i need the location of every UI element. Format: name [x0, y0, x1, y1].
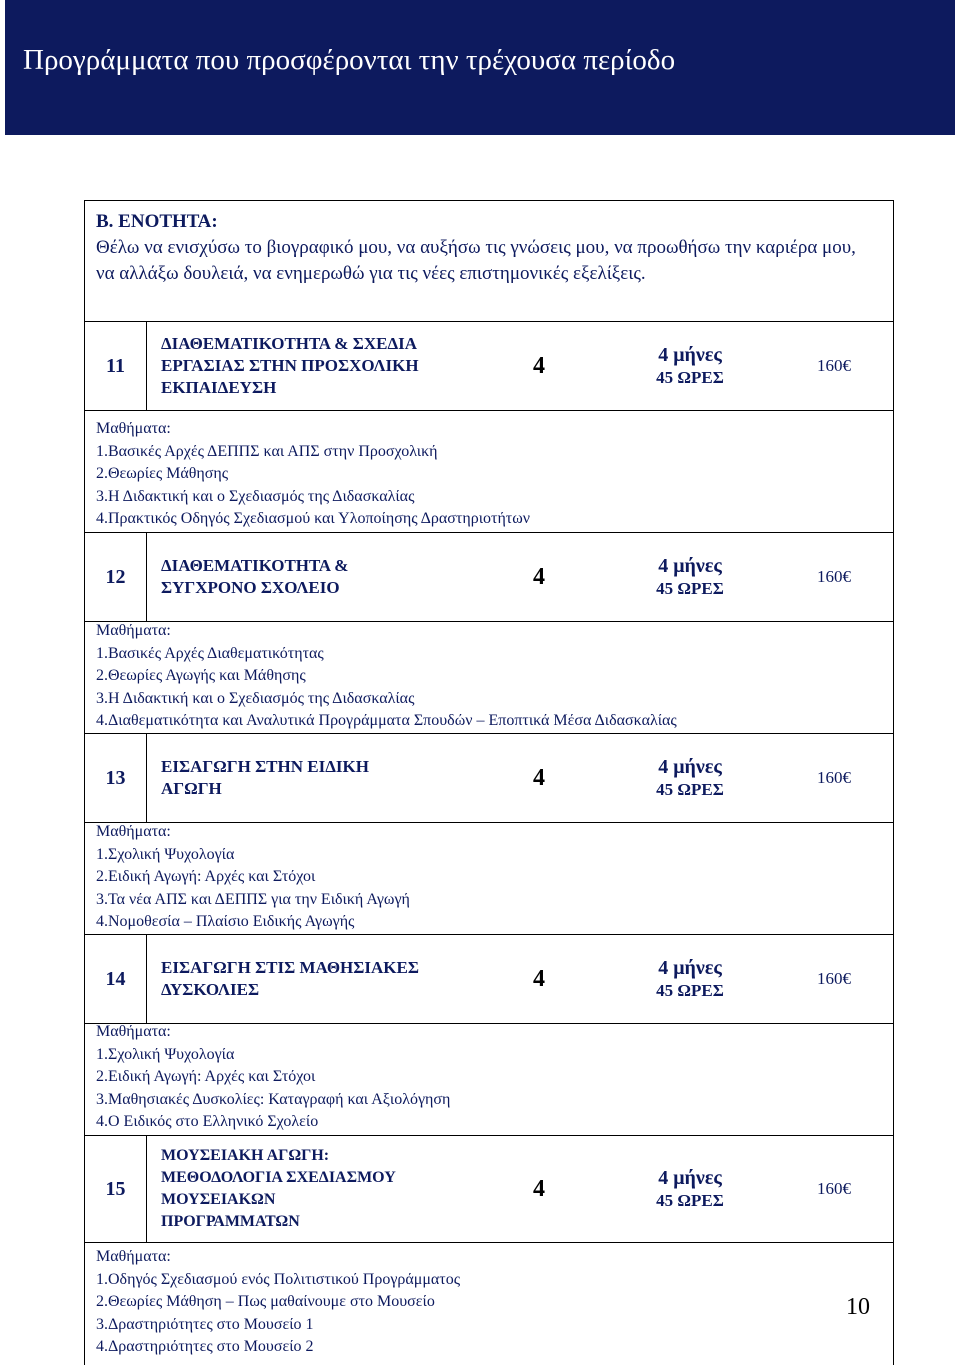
duration-months: 4 μήνες — [658, 555, 722, 577]
lesson-item: 4.Ο Ειδικός στο Ελληνικό Σχολείο — [96, 1113, 319, 1130]
lesson-item: 2.Ειδική Αγωγή: Αρχές και Στόχοι — [96, 868, 316, 885]
lessons-list — [96, 1246, 816, 1359]
program-title — [161, 734, 501, 822]
program-duration — [615, 734, 765, 822]
lessons-list — [96, 620, 816, 733]
program-price: 160€ — [817, 768, 851, 787]
lesson-item: 1.Σχολική Ψυχολογία — [96, 845, 235, 863]
duration-hours: 45 ΩΡΕΣ — [656, 368, 724, 387]
lesson-item: 2.Θεωρίες Μάθηση – Πως μαθαίνουμε στο Μουσείο — [96, 1293, 435, 1310]
page-number: 10 — [846, 1294, 870, 1320]
program-price: 160€ — [817, 356, 851, 375]
duration-hours: 45 ΩΡΕΣ — [656, 579, 724, 598]
program-title-line: ΜΕΘΟΔΟΛΟΓΙΑ ΣΧΕΔΙΑΣΜΟΥ — [161, 1169, 396, 1186]
duration-hours: 45 ΩΡΕΣ — [656, 780, 724, 799]
lesson-item: 3.Η Διδακτική και ο Σχεδιασμός της Διδασκαλίας — [96, 487, 415, 505]
program-title-line: ΕΚΠΑΙΔΕΥΣΗ — [161, 378, 277, 397]
program-title-line: ΕΙΣΑΓΩΓΗ ΣΤΗΝ ΕΙΔΙΚΗ — [161, 757, 369, 776]
lesson-item: 1.Βασικές Αρχές ΔΕΠΠΣ και ΑΠΣ στην Προσχολική — [96, 442, 438, 460]
lesson-item: 4.Δραστηριότητες στο Μουσείο 2 — [96, 1338, 314, 1355]
program-units: 4 — [533, 1175, 545, 1202]
lesson-item: 2.Θεωρίες Αγωγής και Μάθησης — [96, 667, 306, 684]
program-title-line: ΠΡΟΓΡΑΜΜΑΤΩΝ — [161, 1213, 300, 1230]
program-title-line: ΑΓΩΓΗ — [161, 779, 222, 798]
program-units: 4 — [533, 764, 545, 791]
header-banner — [5, 0, 955, 135]
section-intro — [96, 209, 856, 287]
program-row — [84, 1135, 894, 1243]
lessons-list — [96, 821, 816, 934]
lesson-item: 3.Δραστηριότητες στο Μουσείο 1 — [96, 1315, 314, 1333]
program-title-line: ΜΟΥΣΕΙΑΚΗ ΑΓΩΓΗ: — [161, 1147, 330, 1164]
program-title-line: ΕΡΓΑΣΙΑΣ ΣΤΗΝ ΠΡΟΣΧΟΛΙΚΗ — [161, 356, 419, 375]
program-number: 13 — [85, 734, 147, 822]
duration-hours: 45 ΩΡΕΣ — [656, 1191, 724, 1210]
program-units: 4 — [533, 563, 545, 590]
lesson-item: 1.Σχολική Ψυχολογία — [96, 1045, 235, 1063]
program-units: 4 — [533, 965, 545, 992]
lessons-label: Μαθήματα: — [96, 420, 171, 437]
lesson-item: 3.Τα νέα ΑΠΣ και ΔΕΠΠΣ για την Ειδική Αγωγή — [96, 890, 410, 908]
program-title-line: ΕΙΣΑΓΩΓΗ ΣΤΙΣ ΜΑΘΗΣΙΑΚΕΣ — [161, 958, 419, 977]
lessons-list — [96, 1021, 816, 1134]
program-duration — [615, 533, 765, 621]
program-title — [161, 1136, 501, 1242]
section-heading: Β. ΕΝΟΤΗΤΑ: — [96, 211, 218, 232]
program-title-line: ΔΙΑΘΕΜΑΤΙΚΟΤΗΤΑ & ΣΧΕΔΙΑ — [161, 334, 417, 353]
program-duration — [615, 322, 765, 410]
program-row — [84, 532, 894, 622]
program-row — [84, 934, 894, 1024]
program-price: 160€ — [817, 969, 851, 988]
program-title — [161, 322, 501, 410]
lessons-label: Μαθήματα: — [96, 1023, 171, 1040]
page-title: Προγράμματα που προσφέρονται την τρέχουσα περίοδο — [23, 44, 676, 76]
program-number: 15 — [85, 1136, 147, 1242]
section-description: Θέλω να ενισχύσω το βιογραφικό μου, να αυξήσω τις γνώσεις μου, να προωθήσω την καριέρα μου, να αλλάξω δουλειά, να ενημερωθώ για τις νέες επιστημονικές εξελίξεις. — [96, 237, 856, 284]
program-duration — [615, 935, 765, 1023]
program-title-line: ΣΥΓΧΡΟΝΟ ΣΧΟΛΕΙΟ — [161, 578, 340, 597]
program-row — [84, 321, 894, 411]
program-title-line: ΔΥΣΚΟΛΙΕΣ — [161, 980, 260, 999]
duration-months: 4 μήνες — [658, 344, 722, 366]
program-title — [161, 935, 501, 1023]
lessons-label: Μαθήματα: — [96, 1248, 171, 1265]
lessons-label: Μαθήματα: — [96, 823, 171, 840]
lessons-label: Μαθήματα: — [96, 622, 171, 639]
program-title — [161, 533, 501, 621]
duration-months: 4 μήνες — [658, 756, 722, 778]
program-number: 11 — [85, 322, 147, 410]
lesson-item: 1.Οδηγός Σχεδιασμού ενός Πολιτιστικού Προγράμματος — [96, 1270, 461, 1288]
lesson-item: 3.Μαθησιακές Δυσκολίες: Καταγραφή και Αξιολόγηση — [96, 1090, 451, 1108]
lesson-item: 4.Πρακτικός Οδηγός Σχεδιασμού και Υλοποίησης Δραστηριοτήτων — [96, 510, 530, 527]
program-duration — [615, 1136, 765, 1242]
lesson-item: 2.Ειδική Αγωγή: Αρχές και Στόχοι — [96, 1068, 316, 1085]
program-title-line: ΜΟΥΣΕΙΑΚΩΝ — [161, 1191, 276, 1208]
lesson-item: 4.Νομοθεσία – Πλαίσιο Ειδικής Αγωγής — [96, 913, 355, 930]
program-price: 160€ — [817, 1179, 851, 1198]
program-number: 14 — [85, 935, 147, 1023]
program-title-line: ΔΙΑΘΕΜΑΤΙΚΟΤΗΤΑ & — [161, 556, 349, 575]
program-row — [84, 733, 894, 823]
program-number: 12 — [85, 533, 147, 621]
program-price: 160€ — [817, 567, 851, 586]
program-units: 4 — [533, 352, 545, 379]
duration-hours: 45 ΩΡΕΣ — [656, 981, 724, 1000]
lesson-item: 4.Διαθεματικότητα και Αναλυτικά Προγράμματα Σπουδών – Εποπτικά Μέσα Διδασκαλίας — [96, 712, 677, 729]
lesson-item: 2.Θεωρίες Μάθησης — [96, 465, 229, 482]
lessons-list — [96, 418, 816, 531]
lesson-item: 1.Βασικές Αρχές Διαθεματικότητας — [96, 644, 324, 662]
lesson-item: 3.Η Διδακτική και ο Σχεδιασμός της Διδασκαλίας — [96, 689, 415, 707]
duration-months: 4 μήνες — [658, 1167, 722, 1189]
duration-months: 4 μήνες — [658, 957, 722, 979]
